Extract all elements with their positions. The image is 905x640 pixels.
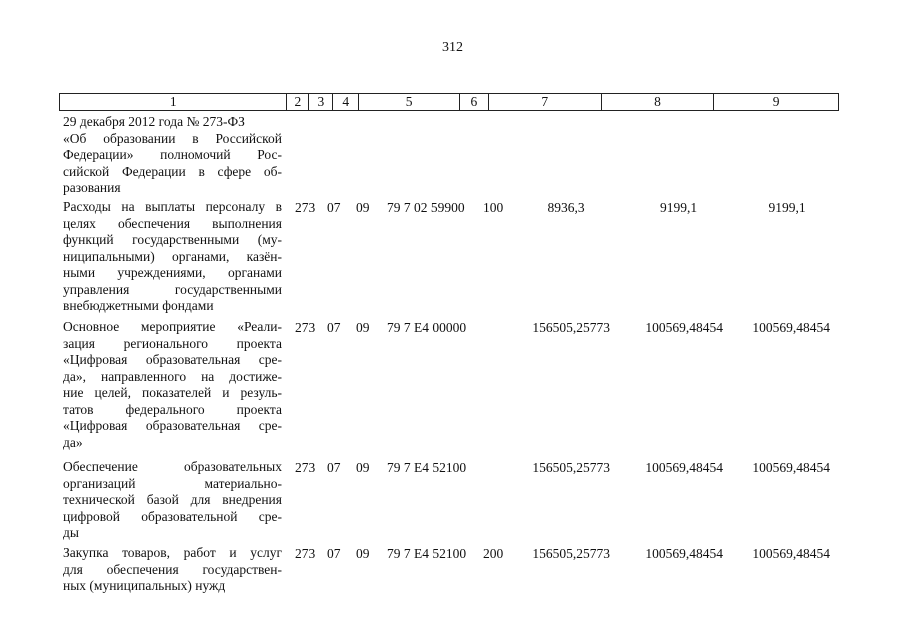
header-col-9: 9	[772, 94, 780, 109]
cell-amount-col9: 100569,48454	[752, 320, 830, 335]
cell-amount-col7: 156505,25773	[532, 460, 610, 475]
description-line: Закупка товаров, работ и услуг	[63, 545, 282, 560]
description-line: Расходы на выплаты персоналу в	[63, 199, 282, 214]
cell-section: 07	[327, 320, 341, 335]
cell-ministry-code: 273	[295, 546, 316, 561]
cell-target-article: 79 7 E4 52100	[387, 546, 467, 561]
cell-amount-col8: 100569,48454	[645, 320, 723, 335]
description-line: внебюджетными фондами	[63, 298, 214, 313]
table-header	[59, 93, 839, 111]
table-row-description	[63, 319, 282, 451]
description-line: Обеспечение образовательных	[63, 459, 282, 474]
page-number: 312	[442, 40, 463, 55]
description-line: ных (муниципальных) нужд	[63, 578, 226, 593]
description-line: технической базой для внедрения	[63, 492, 282, 507]
description-line: функций государственными (му-	[63, 232, 282, 247]
cell-target-article: 79 7 E4 52100	[387, 460, 467, 475]
header-col-5: 5	[359, 94, 460, 110]
cell-amount-col9: 100569,48454	[752, 546, 830, 561]
description-line: ниципальными) органами, казён-	[63, 248, 282, 264]
header-col-1: 1	[60, 94, 287, 110]
cell-amount-col7: 8936,3	[547, 200, 585, 215]
description-line: организаций материально-	[63, 475, 282, 491]
description-line: «Цифровая образовательная сре-	[63, 418, 282, 433]
cell-amount-col9: 9199,1	[768, 200, 806, 215]
header-col-6: 6	[460, 94, 489, 110]
description-line: ние целей, показателей и резуль-	[63, 385, 282, 400]
description-line: ды	[63, 525, 79, 540]
header-col-3: 3	[309, 94, 333, 110]
description-line: 29 декабря 2012 года № 273-ФЗ	[63, 114, 245, 129]
cell-target-article: 79 7 02 59900	[387, 200, 465, 215]
cell-subsection: 09	[356, 320, 370, 335]
cell-subsection: 09	[356, 460, 370, 475]
cell-expense-type: 100	[483, 200, 504, 215]
cell-subsection: 09	[356, 200, 370, 215]
header-col-4: 4	[333, 94, 359, 110]
cell-ministry-code: 273	[295, 200, 316, 215]
description-line: да»	[63, 434, 83, 450]
description-line: целях обеспечения выполнения	[63, 215, 282, 231]
cell-ministry-code: 273	[295, 320, 316, 335]
description-line: Основное мероприятие «Реали-	[63, 319, 282, 334]
description-line: татов федерального проекта	[63, 401, 282, 417]
cell-amount-col7: 156505,25773	[532, 546, 610, 561]
cell-section: 07	[327, 460, 341, 475]
description-line: управления государственными	[63, 281, 282, 297]
description-line: «Об образовании в Российской	[63, 130, 282, 146]
description-line: разования	[63, 180, 121, 195]
header-col-7: 7	[489, 94, 602, 110]
cell-target-article: 79 7 E4 00000	[387, 320, 467, 335]
cell-section: 07	[327, 546, 341, 561]
description-line: «Цифровая образовательная сре-	[63, 352, 282, 367]
table-row-description	[63, 199, 282, 315]
description-line: да», направленного на достиже-	[63, 368, 282, 384]
description-line: для обеспечения государствен-	[63, 561, 282, 577]
description-line: цифровой образовательной сре-	[63, 508, 282, 524]
cell-amount-col8: 100569,48454	[645, 546, 723, 561]
cell-amount-col8: 100569,48454	[645, 460, 723, 475]
header-col-2: 2	[287, 94, 309, 110]
cell-ministry-code: 273	[295, 460, 316, 475]
cell-amount-col7: 156505,25773	[532, 320, 610, 335]
cell-section: 07	[327, 200, 341, 215]
header-col-8: 8	[602, 94, 715, 110]
table-row-description	[63, 545, 282, 595]
description-line: зация регионального проекта	[63, 335, 282, 351]
cell-amount-col8: 9199,1	[659, 200, 698, 215]
cell-expense-type: 200	[483, 546, 504, 561]
description-line: сийской Федерации в сфере об-	[63, 163, 282, 179]
table-row-description	[63, 114, 282, 197]
description-line: Федерации» полномочий Рос-	[63, 147, 282, 162]
cell-amount-col9: 100569,48454	[752, 460, 830, 475]
description-line: ными учреждениями, органами	[63, 265, 282, 280]
cell-subsection: 09	[356, 546, 370, 561]
table-row-description	[63, 459, 282, 542]
